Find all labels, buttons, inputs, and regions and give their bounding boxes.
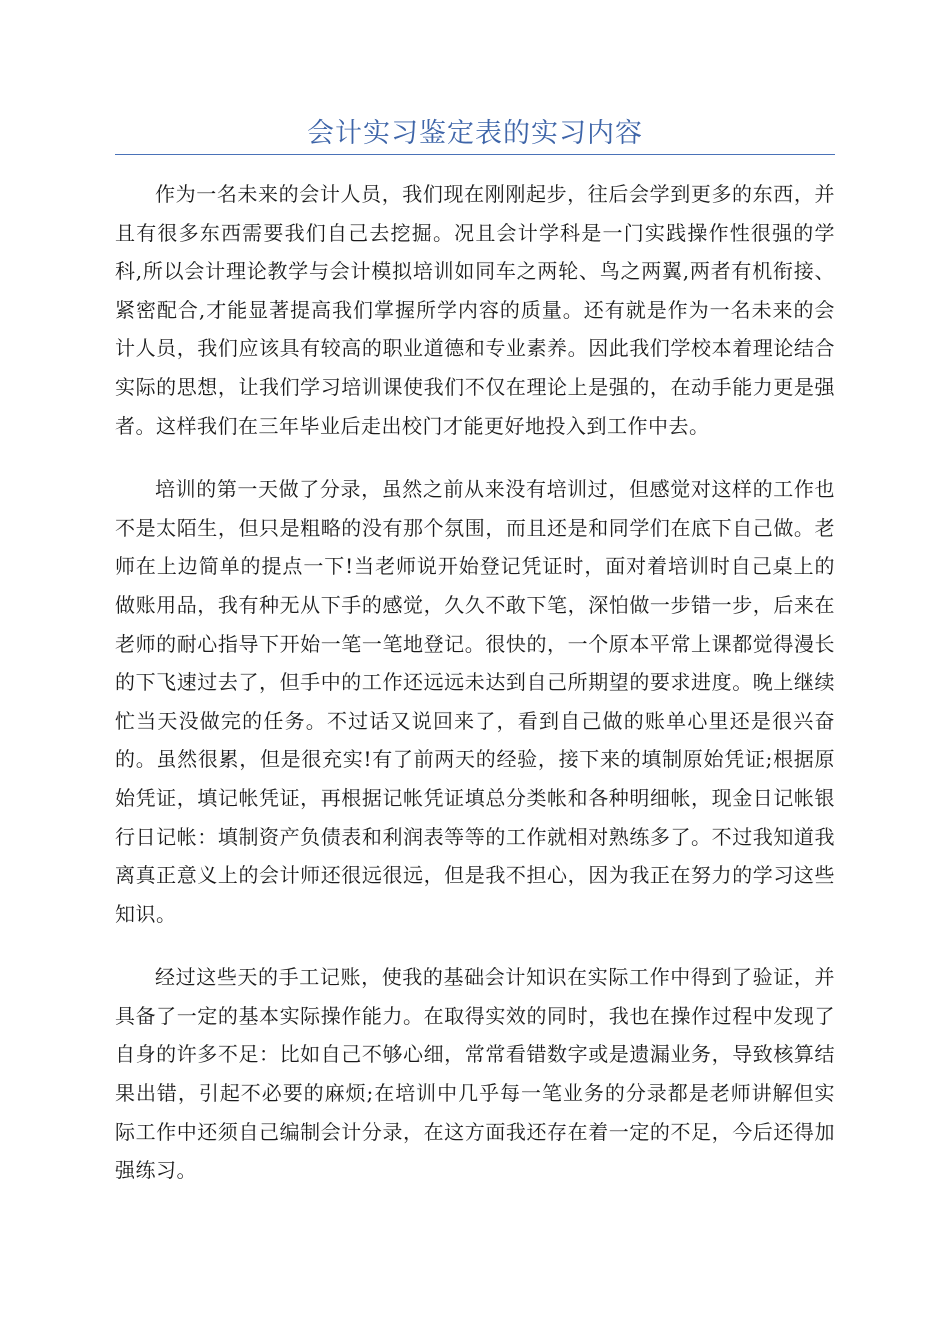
- paragraph-1: 作为一名未来的会计人员，我们现在刚刚起步，往后会学到更多的东西，并且有很多东西需要我们自己去挖掘。况且会计学科是一门实践操作性很强的学科,所以会计理论教学与会计模拟培训如同车之两轮、鸟之两翼,两者有机衔接、紧密配合,才能显著提高我们掌握所学内容的质量。还有就是作为一名未来的会计人员，我们应该具有较高的职业道德和专业素养。因此我们学校本着理论结合实际的思想，让我们学习培训课使我们不仅在理论上是强的，在动手能力更是强者。这样我们在三年毕业后走出校门才能更好地投入到工作中去。: [115, 182, 835, 438]
- paragraph-3: 经过这些天的手工记账，使我的基础会计知识在实际工作中得到了验证，并具备了一定的基本实际操作能力。在取得实效的同时，我也在操作过程中发现了自身的许多不足：比如自己不够心细，常常看错数字或是遗漏业务，导致核算结果出错，引起不必要的麻烦;在培训中几乎每一笔业务的分录都是老师讲解但实际工作中还须自己编制会计分录，在这方面我还存在着一定的不足，今后还得加强练习。: [115, 965, 835, 1183]
- title-underline: [115, 154, 835, 155]
- document-title: 会计实习鉴定表的实习内容: [307, 118, 643, 149]
- document-body: [115, 175, 835, 1215]
- paragraph-2: 培训的第一天做了分录，虽然之前从来没有培训过，但感觉对这样的工作也不是太陌生，但只是粗略的没有那个氛围，而且还是和同学们在底下自己做。老师在上边简单的提点一下!当老师说开始登记凭证时，面对着培训时自己桌上的做账用品，我有种无从下手的感觉，久久不敢下笔，深怕做一步错一步，后来在老师的耐心指导下开始一笔一笔地登记。很快的，一个原本平常上课都觉得漫长的下飞速过去了，但手中的工作还远远未达到自己所期望的要求进度。晚上继续忙当天没做完的任务。不过话又说回来了，看到自己做的账单心里还是很兴奋的。虽然很累，但是很充实!有了前两天的经验，接下来的填制原始凭证;根据原始凭证，填记帐凭证，再根据记帐凭证填总分类帐和各种明细帐，现金日记帐银行日记帐：填制资产负债表和利润表等等的工作就相对熟练多了。不过我知道我离真正意义上的会计师还很远很远，但是我不担心，因为我正在努力的学习这些知识。: [115, 477, 835, 926]
